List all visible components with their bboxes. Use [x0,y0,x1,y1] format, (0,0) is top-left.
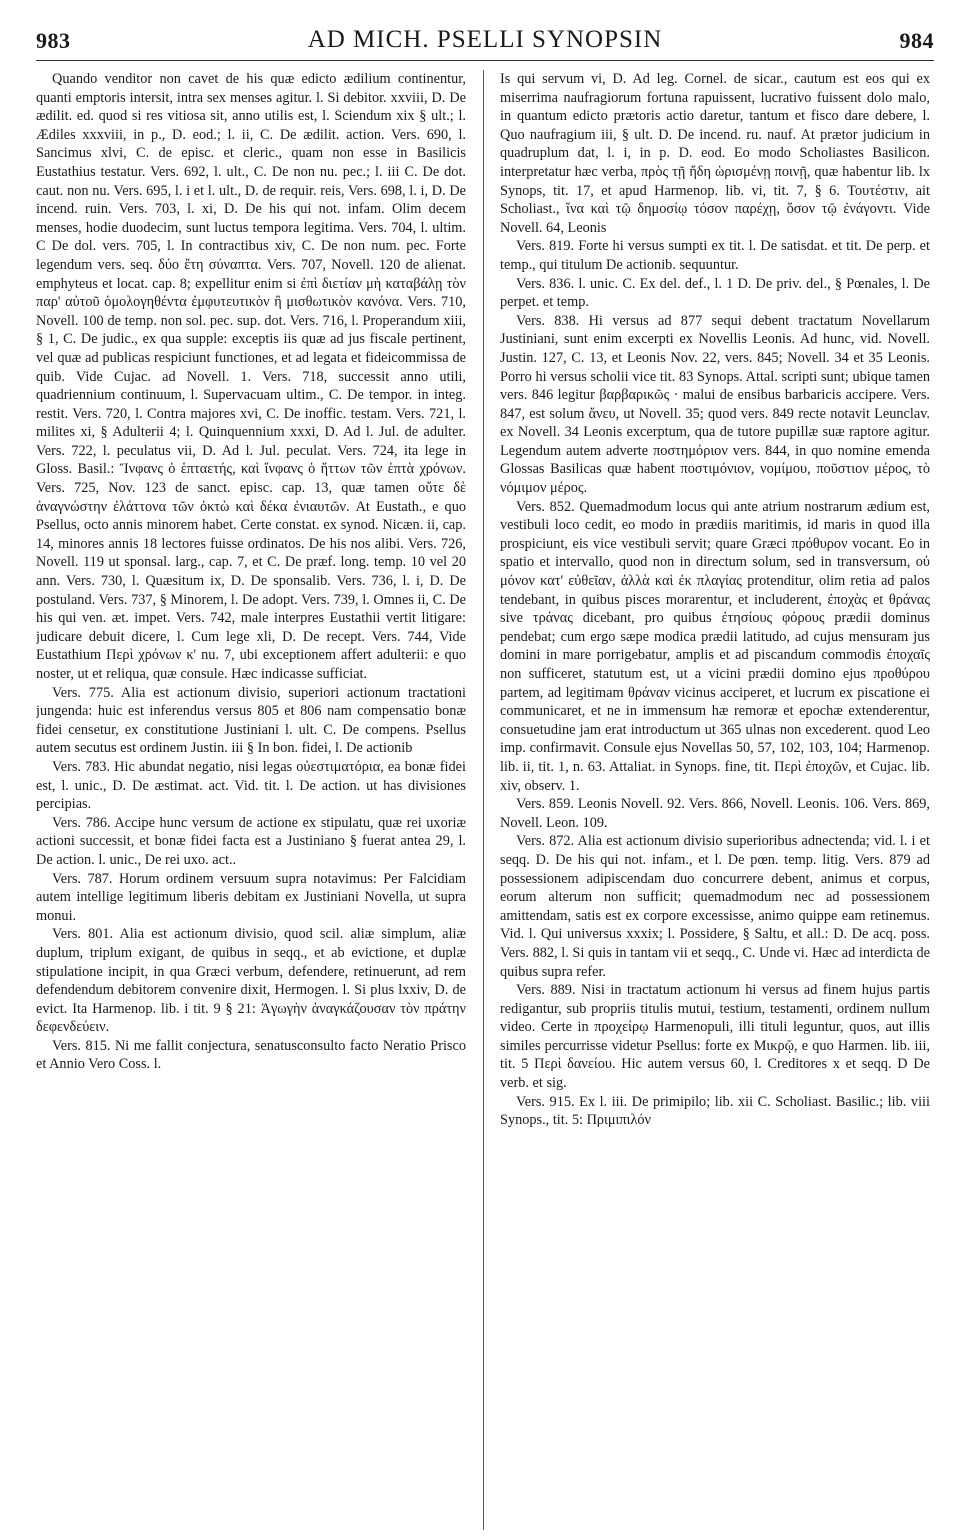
paragraph: Vers. 915. Ex l. iii. De primipilo; lib. xii C. Scholiast. Basilic.; lib. viii Synops., tit. 5: Πριμιπιλόν [500,1093,930,1129]
paragraph: Vers. 838. Hi versus ad 877 sequi debent tractatum Novellarum Justiniani, sunt enim excerpti ex Novellis Leonis. Ad hunc, vid. Novell. Justin. 127, C. 13, et Leonis Nov. 22, vers. 845; Novell. 34 et 35 Leonis. Porro hi versus scholii vice tit. 83 Synops. Attal. scripti sunt; ubique tamen vers. 846 legitur βαρβαρικῶς · malui de ensibus barbaricis accipere. Vers. 847, est solum ἄνευ, ut Novell. 35; quod vers. 849 recte notavit Leunclav. ex Novell. 34 Leonis excerptum, qua de tutore pupillæ suæ raptore agitur. Legendum autem adverte ποστημόριον vers. 844, in quo nomine emenda Glossas Basilicas quæ habent ποστιμόνιον, νομίμου, ποῦστιον μέρος, τὸ νόμιμον μέρος. [500,312,930,497]
running-title: AD MICH. PSELLI SYNOPSIN [307,26,663,53]
paragraph: Vers. 859. Leonis Novell. 92. Vers. 866, Novell. Leonis. 106. Vers. 869, Novell. Leon. 109. [500,796,930,831]
paragraph: Vers. 836. l. unic. C. Ex del. def., l. 1 D. De priv. del., § Pœnales, l. De perpet. et temp. [500,275,930,311]
paragraph: Vers. 815. Ni me fallit conjectura, senatusconsulto facto Neratio Prisco et Annio Vero Coss. l. [36,1037,466,1073]
paragraph: Is qui servum vi, D. Ad leg. Cornel. de sicar., cautum est eos qui ex miserrima naufragiorum fortuna rapuissent, lucrativo fuissent dolo malo, in quantum edicto prætoris actio daretur, tantum et fisco dare debere, l. Quo naufragium iii, § ult. D. De incend. ru. nauf. At prætor judicium in quadruplum dat, l. i, in p. D. eod. Eo modo Scholiastes Basilicon. interpretatur hæc verba, πρὸς τῇ ἤδη ὡρισμένῃ ποινῇ, quæ habentur lib. lx Synops, tit. 17, et apud Harmenop. lib. vi, tit. 7, § 6. Τουτέστιν, ait Scholiast., ἵνα καὶ τῷ δημοσίῳ τόσον παρέχῃ, ὅσον τῷ ἐνάγοντι. Vide Novell. 64, Leonis [500,71,930,236]
page-number-right: 984 [899,28,934,53]
page-header [36,22,934,62]
paragraph: Vers. 775. Alia est actionum divisio, superiori actionum tractationi jungenda: huic est inferendus versus 805 et 806 nam compensatio bonæ fidei censetur, ex constitutione Justiniani l. ult. C. De compens. Psellus autem secutus est ordinem Justin. iii § In bon. fidei, l. De actionib [36,684,466,757]
paragraph: Vers. 787. Horum ordinem versuum supra notavimus: Per Falcidiam autem intellige legitimum liberis debitam ex Justiniani Novella, ut supra monui. [36,870,466,924]
paragraph: Vers. 852. Quemadmodum locus qui ante atrium nostrarum ædium est, vestibuli loco cedit, eo modo in prædiis maritimis, id maris in quod illa prospiciunt, eis vice vestibuli servit; quare Græci πρόθυρον vocant. Eo in spatio et intervallo, quod non in directum solum, sed in transversum, οὐ μόνον κατ' εὐθεῖαν, ἀλλὰ καὶ ἐκ πλαγίας protenditur, olim retia ad palos tendebant, in quibus pisces morarentur, et includerent, ἐποχὰς et θράνας sive τράνας dicebant, pro quibus ἐτησίους φόρους prædii dominus pendebat; cum ergo sæpe modica prædii latitudo, ad cujus mensuram jus domini in mare porrigebatur, amplis et ad piscandum commodis ἐποχαῖς non sufficeret, statutum est, ut a vicini prædii domino ejus προθύρου partem, ad legitimam θράναν vicinus acciperet, et lucrum ex piscatione ei communicaret, et ne in immensum hæ remoræ et epochæ extenderentur, consuetudine jam erat introductum ut 365 ulnas non excederent. quod Leo imp. confirmavit. Consule ejus Novellas 50, 57, 102, 103, 104; Harmenop. lib. ii, tit. 1, n. 63. Attaliat. in Synops. fine, tit. Περὶ ἐποχῶν, et Cujac. lib. xiv, observ. 1. [500,498,930,794]
paragraph: Vers. 889. Nisi in tractatum actionum hi versus ad finem hujus partis redigantur, sub propriis titulis mutui, testium, testamenti, ordinem nullum video. Certe in προχείρῳ Harmenopuli, illi tituli leguntur, quos, aut illis similes percurrisse videtur Psellus: forte ex Μικρῷ, e quo Harmen. lib. iii, tit. 5 Περὶ δανείου. Hic autem versus 60, l. Creditores x et seqq. D De verb. et sig. [500,982,930,1092]
column-divider [483,70,484,1530]
paragraph: Vers. 783. Hic abundat negatio, nisi legas οὐεστιματόρια, ea bonæ fidei est, l. unic., D. De æstimat. act. Vid. tit. l. De action. ut has divisiones percipias. [36,758,466,813]
right-column [500,70,930,1532]
paragraph: Vers. 786. Accipe hunc versum de actione ex stipulatu, quæ rei uxoriæ actioni successit, et bonæ fidei facta est a Justiniano § fuerat antea 29, l. De action. l. unic., De rei uxo. act.. [36,814,466,868]
left-column [36,70,466,1532]
page-number-left: 983 [36,28,71,53]
paragraph: Quando venditor non cavet de his quæ edicto ædilium continentur, quanti emptoris intersit, intra sex menses agitur. l. Si debitor. xxviii, D. De ædilit. ed. quod si res vitiosa sit, anno utilis est, l. Sciendum xix § ult.; l. Ædiles xxxviii, in p., D. eod.; l. ii, C. De ædilit. action. Vers. 690, l. Sancimus xlvi, C. de episc. et cleric., quam non esse in Basilicis Eustathius testatur. Vers. 692, l. ult., C. De non nu. pec.; l. iii C. De dot. caut. non nu. Vers. 695, l. i et l. ult., D. de requir. reis, Vers. 698, l. i, D. De incend. ruin. Vers. 703, l. xi, D. De his qui not. infam. Olim decem menses, hodie duodecim, sunt luctus tempora legitima. Vers. 704, l. ultim. C De dol. vers. 705, l. In contractibus xiv, C. De non num. pec. Forte legendum vers. seq. δύο ἔτη σύναπτα. Vers. 707, Novell. 120 de alienat. emphyteus et locat. cap. 8; expellitur enim si ἐπὶ διετίαν μὴ καταβάλῃ τὸν παρ' αὐτοῦ ὁμολογηθέντα ἐμφυτευτικὸν ἢ μισθωτικὸν κανόνα. Vers. 710, Novell. 100 de temp. non sol. pec. sup. dot. Vers. 716, l. Properandum xiii, § 1, C. De judic., ex qua supple: exceptis iis quæ ad jus fiscale pertinent, vel quæ ad publicas respiciunt functiones, et ad legata et fideicommissa de quib. Vide Cujac. ad Novell. 1. Vers. 718, successit anno utili, quadriennium continuum, l. Supervacuam ultim., C. De tempor. in integ. restit. Vers. 720, l. Contra majores xvi, C. De inoffic. testam. Vers. 721, l. milites xi, § Adulterii 4; l. Quinquennium xxxi, D. Ad l. Jul. de adulter. Vers. 722, l. peculatus vii, D. Ad l. Jul. peculat. Vers. 724, ita lege in Gloss. Basil.: Ἴνφανς ὁ ἑπταετής, καὶ ἴνφανς ὁ ἥττων τῶν ἑπτὰ χρόνων. Vers. 725, Nov. 123 de sanct. episc. cap. 13, quæ tamen οὔτε δὲ ἀναγνώστην ἐλάττονα τῶν ὀκτὼ καὶ δέκα ἐνιαυτῶν. At Eustath., e quo Psellus, octo annis minorem habet. Certe constat. ex synod. Nicæn. ii, cap. 14, minores annis 18 lectores fuisse ordinatos. De his nos alibi. Vers. 726, Novell. 119 ut sponsal. larg., cap. 7, et C. De præf. long. temp. 10 vel 20 ann. Vers. 730, l. Quæsitum ix, D. De sponsalib. Vers. 736, l. i, D. De postuland. Vers. 737, § Minorem, l. De adopt. Vers. 739, l. Omnes ii, C. De his qui ven. æt. impet. Vers. 742, male interpres Eustathii vertit litigare: judicare debuit dicere, l. Cum lege xli, D. De recept. Vers. 744, Vide Eustathium Περὶ χρόνων κ' nu. 7, ubi exceptionem affert adulterii: e quo noster, ut et reliqua, quæ consule. Hæc indicasse sufficiat. [36,71,466,682]
paragraph: Vers. 872. Alia est actionum divisio superioribus adnectenda; vid. l. i et seqq. D. De his qui not. infam., et l. De pœn. temp. litig. Vers. 879 ad possessionem adipiscendam duo concurrere debent, animus et corpus, eorum alterum non sufficit; quemadmodum nec ad possessionem amittendam, satis est ex corpore excessisse, animo quippe eam retinemus. Vid. l. Qui universus xxxix; l. Possidere, § Saltu, et all.: D. De acq. poss. Vers. 882, l. Si quis in tantam vii et seqq., C. Unde vi. Hæc ad interdicta de quibus supra refer. [500,833,930,980]
paragraph: Vers. 819. Forte hi versus sumpti ex tit. l. De satisdat. et tit. De perp. et temp., qui titulum De actionib. sequuntur. [500,238,930,273]
paragraph: Vers. 801. Alia est actionum divisio, quod scil. aliæ simplum, aliæ duplum, triplum exigant, de quibus in seqq., et ab evictione, et duplæ stipulatione incipit, in qua Græci verbum, defendere, retinuerunt, ad rem defendendum debitorem convenire dixit, Hermogen. l. Si plus lxxiv, D. de evict. Ita Harmenop. lib. i tit. 9 § 21: Ἀγωγὴν ἀναγκάζουσαν τὸν πράτην δεφενδεύειν. [36,926,466,1036]
header-rule [36,60,934,61]
